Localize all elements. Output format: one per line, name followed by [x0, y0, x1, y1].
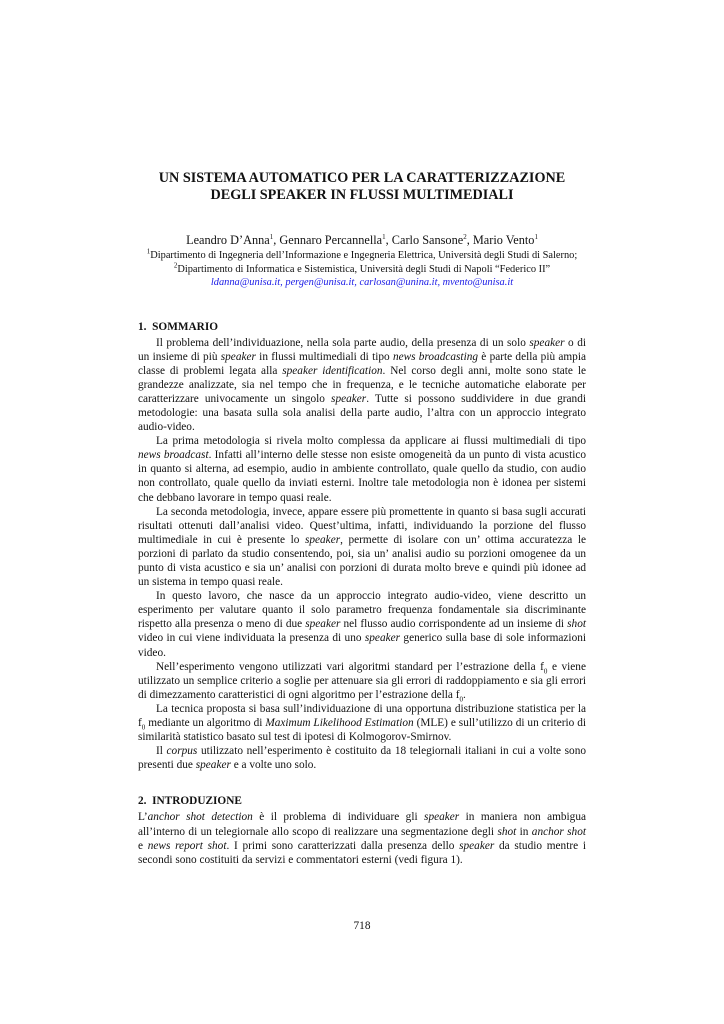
text-run: generico sulla base di sole informazioni video. [138, 632, 587, 659]
section-heading: 2. INTRODUZIONE [138, 795, 242, 808]
affiliation-mark: 2 [173, 261, 178, 270]
text-run: o di un insieme di più [138, 336, 586, 363]
text-run: video in cui viene individuata la presenza di uno [138, 632, 365, 645]
text-run: è il problema di individuare gli [252, 811, 425, 824]
author-list: Leandro D’Anna$^1$, Gennaro Percannella$^1$, Carlo Sansone$^2$, Mario Vento$^1$ [186, 232, 538, 247]
italic-term: speaker [424, 811, 460, 824]
body-paragraph [138, 660, 586, 702]
text-run: . I primi sono caratterizzati dalla presenza dello [226, 839, 460, 852]
text-run: e a volte uno solo. [230, 759, 317, 772]
text-run: , permette di isolare con un’ ottima accuratezza le porzioni di parlato da studio consentendo, poi, sia un’ analisi audio su porzioni omogenee da un punto di vista acustico e sia un’ analisi con porzioni di durata molto breve e quindi più idonee ad un sistema in tempo quasi reale. [138, 533, 587, 589]
text-run: mediante un algoritmo di [145, 717, 266, 730]
text-run: utilizzato nell’esperimento è costituito da 18 telegiornali italiani in cui a volte sono presenti due [138, 745, 586, 772]
text-run: da studio mentre i secondi sono costituiti da servizi e commentatori esterni (vedi figura 1). [138, 839, 586, 866]
italic-term: speaker [220, 350, 256, 363]
italic-term: news broadcast [138, 449, 209, 462]
body-paragraph [138, 434, 586, 504]
author-affiliation-mark: 2 [463, 232, 467, 241]
text-run: nel flusso audio corrispondente ad un insieme di [340, 618, 568, 631]
text-run: in flussi multimediali di tipo [255, 350, 393, 363]
text-run: e viene utilizzato un semplice criterio a soglie per attenuare sia gli errori di raddoppiamento e sia gli errori di dimezzamento caratteristici di ogni algoritmo per l’estrazione della f [138, 660, 586, 701]
italic-term: news report shot [147, 839, 227, 852]
body-paragraph [138, 744, 586, 772]
italic-term: news broadcasting [392, 350, 479, 363]
italic-term: speaker [331, 392, 367, 405]
italic-term: speaker identification [282, 364, 383, 377]
section-heading: 1. SOMMARIO [138, 320, 219, 333]
text-run: La seconda metodologia, invece, appare essere più promettente in quanto si basa sugli accurati risultati ottenuti dall’analisi video. Quest’ultima, infatti, individuando la porzione del flusso multimediale in cui è presente lo [138, 505, 586, 546]
text-run: . Tutte si possono suddividere in due grandi metodologie: una basata sulla sola analisi della parte audio, l’altra con un approccio integrato audio-video. [138, 392, 586, 434]
body-paragraph [138, 589, 586, 659]
author-name: Leandro D’Anna [186, 233, 270, 247]
page-number: 718 [353, 920, 371, 932]
body-paragraph [138, 702, 586, 744]
paper-page [138, 170, 586, 867]
italic-term: Maximum Likelihood Estimation [265, 717, 414, 730]
text-run: . [463, 688, 466, 701]
italic-term: speaker [305, 618, 341, 631]
affiliation-1: Dipartimento di Ingegneria dell’Informazione e Ingegneria Elettrica, Università degli Studi di Salerno; [150, 250, 578, 261]
body-paragraph [138, 336, 586, 435]
author-name: Gennaro Percannella [279, 233, 383, 247]
text-run: Il [156, 745, 167, 758]
body-paragraph [138, 810, 586, 866]
title-line-1: UN SISTEMA AUTOMATICO PER LA CARATTERIZZAZIONE [158, 170, 566, 186]
text-run: . Infatti all’interno delle stesse non esiste omogeneità da un punto di vista acustico in quanto si alterna, ad esempio, audio in ambiente controllato, quale quello da studio, con audio non controllato, quale quello da inviati esterni. Inoltre tale metodologia non è idonea per sistemi che debbano lavorare in tempo quasi reale. [138, 449, 587, 504]
text-run: La tecnica proposta si basa sull’individuazione di una opportuna distribuzione statistica per la f [138, 702, 586, 730]
italic-term: speaker [304, 533, 341, 546]
text-run: L’ [138, 811, 148, 824]
text-run: in [516, 825, 532, 838]
subscript: 0 [543, 666, 548, 675]
italic-term: speaker [364, 632, 401, 645]
italic-term: corpus [166, 745, 198, 758]
text-run: e [138, 839, 148, 852]
italic-term: anchor shot [531, 825, 586, 838]
author-affiliation-mark: 1 [269, 232, 274, 241]
text-run: (MLE) e sull’utilizzo di un criterio di similarità statistico basato sul test di ipotesi di Kolmogorov-Smirnov. [138, 717, 586, 744]
body-paragraph [138, 505, 586, 590]
title-line-2: DEGLI SPEAKER IN FLUSSI MULTIMEDIALI [210, 187, 514, 203]
italic-term: shot [567, 618, 586, 631]
italic-term: anchor shot detection [147, 811, 253, 824]
text-run: In questo lavoro, che nasce da un approccio integrato audio-video, viene descritto un esperimento per valutare quanto il solo parametro frequenza fondamentale sia discriminante rispetto alla presenza o meno di due [138, 590, 586, 631]
text-run: è parte della più ampia classe di problemi legata alla [138, 350, 586, 377]
author-affiliation-mark: 1 [382, 232, 386, 241]
author-affiliation-mark: 1 [534, 232, 538, 241]
author-emails: ldanna@unisa.it, pergen@unisa.it, carlosan@unina.it, mvento@unisa.it [210, 277, 514, 288]
text-run: Il problema dell’individuazione, nella sola parte audio, della presenza di un solo [156, 336, 530, 349]
italic-term: speaker [529, 336, 565, 349]
text-run: Nell’esperimento vengono utilizzati vari algoritmi standard per l’estrazione della f [156, 660, 544, 673]
author-name: Mario Vento [472, 233, 535, 247]
italic-term: speaker [459, 839, 495, 852]
text-run: La prima metodologia si rivela molto complessa da applicare ai flussi multimediali di tipo [156, 435, 586, 448]
paper-title [138, 170, 586, 204]
affiliations [138, 249, 586, 276]
italic-term: speaker [195, 759, 231, 772]
section-body [138, 810, 586, 866]
text-run: . Nel corso degli anni, molte sono state le grandezze analizzate, sia nel tempo che in frequenza, e le tecniche automatiche elaborate per caratterizzare univocamente un singolo [138, 364, 586, 405]
subscript: 0 [459, 695, 464, 704]
section-introduzione [138, 794, 586, 866]
section-body [138, 336, 586, 773]
affiliation-2: Dipartimento di Informatica e Sistemistica, Università degli Studi di Napoli “Federico II” [177, 263, 551, 275]
text-run: in maniera non ambigua all’interno di un telegiornale allo scopo di realizzare una segmentazione degli [138, 811, 586, 838]
affiliation-mark: 1 [146, 247, 151, 256]
section-sommario [138, 320, 586, 773]
italic-term: shot [497, 825, 517, 838]
author-name: Carlo Sansone [391, 233, 464, 247]
subscript: 0 [141, 723, 146, 732]
